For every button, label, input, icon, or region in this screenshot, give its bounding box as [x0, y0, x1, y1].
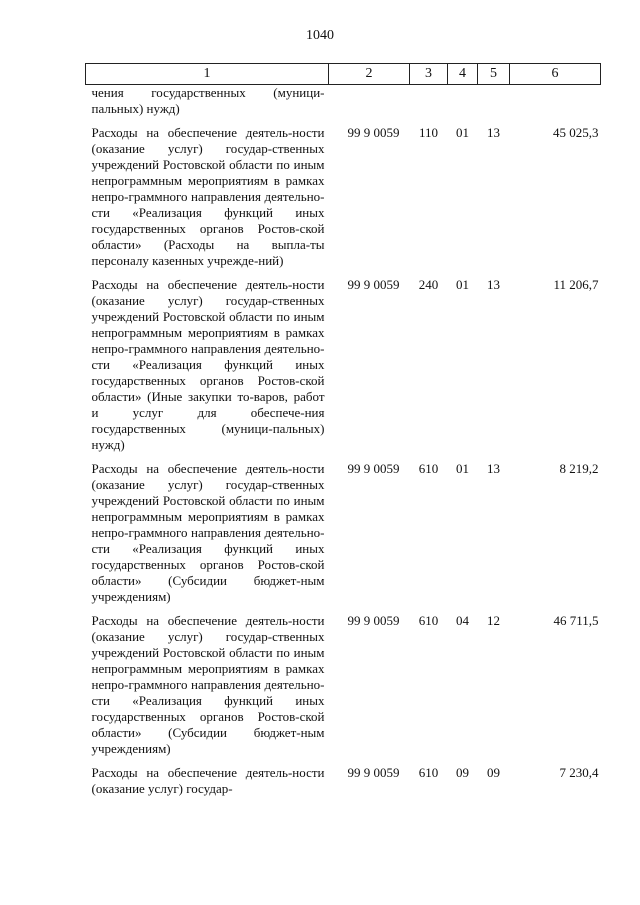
row-expense-type: 610 — [418, 461, 439, 476]
row-subsection: 13 — [487, 125, 500, 140]
column-header-name: 1 — [86, 64, 329, 85]
row-subsection: 12 — [487, 613, 500, 628]
row-description: Расходы на обеспечение деятель-ности (оказание услуг) государ- — [91, 765, 325, 796]
row-target-code: 99 9 0059 — [347, 125, 400, 140]
budget-table — [85, 63, 601, 797]
row-section — [448, 85, 478, 118]
row-description: Расходы на обеспечение деятель-ности (оказание услуг) государ-ственных учреждений Ростовской области по иным непрограммным мероприятиям в рамках непро-граммного направления деятельно-сти «Реализация функций иных государственных органов Ростов-ской области» (Расходы на выпла-ты персоналу казенных учрежде-ний) — [91, 125, 325, 268]
row-description: Расходы на обеспечение деятель-ности (оказание услуг) государ-ственных учреждений Ростовской области по иным непрограммным мероприятиям в рамках непро-граммного направления деятельно-сти «Реализация функций иных государственных органов Ростов-ской области» (Субсидии бюджет-ным учреждениям) — [91, 613, 325, 756]
row-expense-type: 110 — [418, 125, 439, 140]
row-amount: 11 206,7 — [553, 277, 599, 292]
table-row — [86, 613, 601, 757]
column-header-code: 2 — [329, 64, 410, 85]
row-section: 04 — [456, 613, 469, 628]
row-description: Расходы на обеспечение деятель-ности (оказание услуг) государ-ственных учреждений Ростовской области по иным непрограммным мероприятиям в рамках непро-граммного направления деятельно-сти «Реализация функций иных государственных органов Ростов-ской области» (Субсидии бюджет-ным учреждениям) — [91, 461, 325, 604]
row-amount — [510, 85, 601, 118]
row-section: 01 — [456, 461, 469, 476]
row-subsection: 09 — [487, 765, 500, 780]
row-expense-type: 610 — [418, 613, 439, 628]
table-row — [86, 85, 601, 118]
row-target-code: 99 9 0059 — [347, 277, 400, 292]
row-section: 01 — [456, 277, 469, 292]
table-row — [86, 765, 601, 797]
table-row — [86, 461, 601, 605]
row-amount: 45 025,3 — [553, 125, 599, 140]
column-header-expense-type: 3 — [410, 64, 448, 85]
row-section: 01 — [456, 125, 469, 140]
column-header-amount: 6 — [510, 64, 601, 85]
row-subsection — [478, 85, 510, 118]
row-subsection: 13 — [487, 277, 500, 292]
row-amount: 7 230,4 — [559, 765, 599, 780]
table-row — [86, 125, 601, 269]
row-target-code: 99 9 0059 — [347, 765, 400, 780]
row-subsection: 13 — [487, 461, 500, 476]
page-number: 1040 — [306, 28, 334, 43]
row-expense-type: 240 — [418, 277, 439, 292]
row-expense-type: 610 — [418, 765, 439, 780]
row-target-code: 99 9 0059 — [347, 613, 400, 628]
row-target-code: 99 9 0059 — [347, 461, 400, 476]
row-target-code — [329, 85, 410, 118]
row-description: Расходы на обеспечение деятель-ности (оказание услуг) государ-ственных учреждений Ростовской области по иным непрограммным мероприятиям в рамках непро-граммного направления деятельно-сти «Реализация функций иных государственных органов Ростов-ской области» (Иные закупки то-варов, работ и услуг для обеспече-ния государственных (муници-пальных) нужд) — [91, 277, 325, 452]
row-description: чения государственных (муници-пальных) нужд) — [91, 85, 325, 116]
row-expense-type — [410, 85, 448, 118]
column-header-section: 4 — [448, 64, 478, 85]
row-amount: 8 219,2 — [559, 461, 599, 476]
table-row — [86, 277, 601, 453]
row-section: 09 — [456, 765, 469, 780]
table-header-row — [86, 64, 601, 85]
column-header-subsection: 5 — [478, 64, 510, 85]
row-amount: 46 711,5 — [553, 613, 599, 628]
